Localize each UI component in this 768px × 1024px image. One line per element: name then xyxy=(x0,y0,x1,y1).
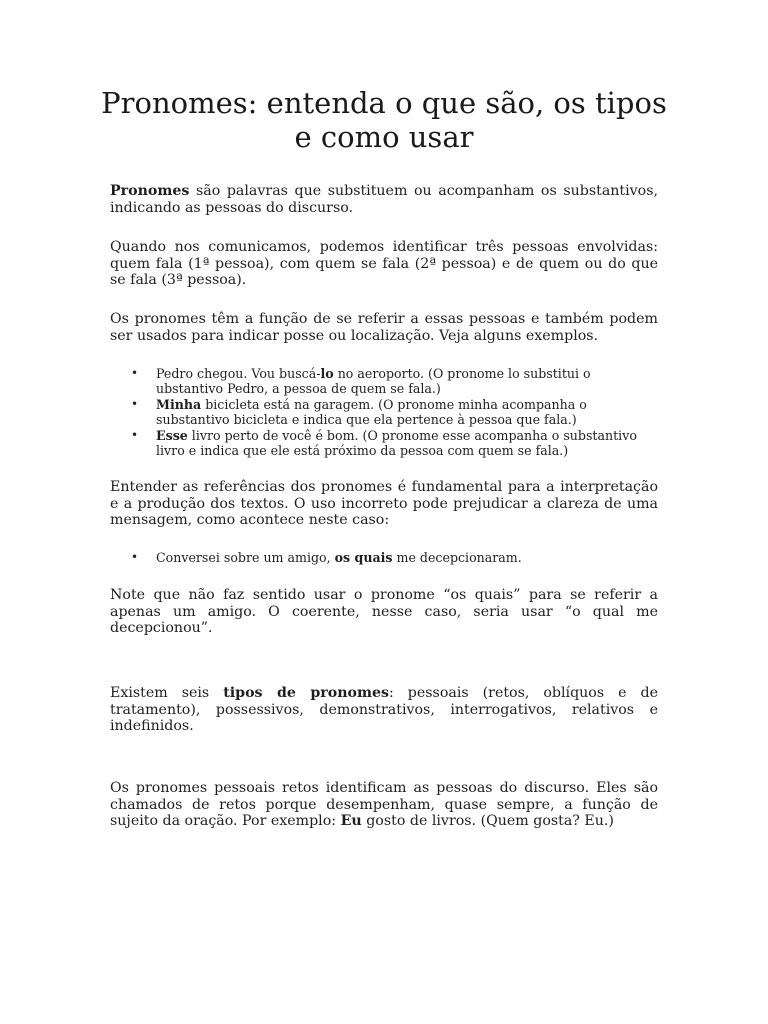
list-item xyxy=(110,550,658,565)
paragraph-text: gosto de livros. (Quem gosta? Eu.) xyxy=(361,813,614,829)
paragraph-types xyxy=(110,685,658,735)
paragraph-text: : pessoais (retos, oblíquos e de tratamento), possessivos, demonstrativos, interrogativos, relativos e indefinidos. xyxy=(110,685,658,734)
bold-term: os quais xyxy=(334,550,393,565)
list-item xyxy=(110,366,658,397)
paragraph-text: são palavras que substituem ou acompanham os substantivos, indicando as pessoas do discurso. xyxy=(110,183,658,216)
page-title: Pronomes: entenda o que são, os tipos e como usar xyxy=(101,86,667,154)
paragraph-personal-pronouns xyxy=(110,780,658,830)
bold-term: lo xyxy=(320,366,334,381)
bold-term: Eu xyxy=(340,813,362,829)
paragraph-persons: Quando nos comunicamos, podemos identificar três pessoas envolvidas: quem fala (1ª pessoa), com quem se fala (2ª pessoa) e de quem ou do que se fala (3ª pessoa). xyxy=(110,239,658,288)
paragraph-function: Os pronomes têm a função de se referir a essas pessoas e também podem ser usados para indicar posse ou localização. Veja alguns exemplos. xyxy=(110,311,658,344)
bold-term: Pronomes xyxy=(110,183,190,199)
list-item-text: no aeroporto. (O pronome lo substitui o ubstantivo Pedro, a pessoa de quem se fala.) xyxy=(156,366,591,397)
paragraph-text: Os pronomes pessoais retos identificam as pessoas do discurso. Eles são chamados de retos porque desempenham, quase sempre, a função de sujeito da oração. Por exemplo: xyxy=(110,780,658,829)
paragraph-note: Note que não faz sentido usar o pronome “os quais” para se referir a apenas um amigo. O coerente, nesse caso, seria usar “o qual me decepcionou”. xyxy=(110,587,658,636)
paragraph-definition xyxy=(110,183,658,216)
list-item-text: me decepcionaram. xyxy=(392,550,522,565)
list-item-text: livro perto de você é bom. (O pronome esse acompanha o substantivo livro e indica que ele está próximo da pessoa com quem se fala.) xyxy=(156,427,637,459)
bold-term: Esse xyxy=(156,427,188,443)
list-item-text: Pedro chegou. Vou buscá- xyxy=(156,366,321,381)
bold-term: tipos de pronomes xyxy=(223,685,389,701)
list-item-text: Conversei sobre um amigo, xyxy=(156,550,335,565)
examples-list xyxy=(110,366,658,458)
list-item-text: bicicleta está na garagem. (O pronome minha acompanha o substantivo bicicleta e indica que ela pertence à pessoa que fala.) xyxy=(156,396,587,428)
paragraph-references: Entender as referências dos pronomes é fundamental para a interpretação e a produção dos textos. O uso incorreto pode prejudicar a clareza de uma mensagem, como acontece neste caso: xyxy=(110,479,658,528)
list-item xyxy=(110,397,658,428)
example-incorrect-list xyxy=(110,550,658,565)
bold-term: Minha xyxy=(156,396,202,412)
paragraph-text: Existem seis xyxy=(110,685,224,701)
list-item xyxy=(110,428,658,459)
